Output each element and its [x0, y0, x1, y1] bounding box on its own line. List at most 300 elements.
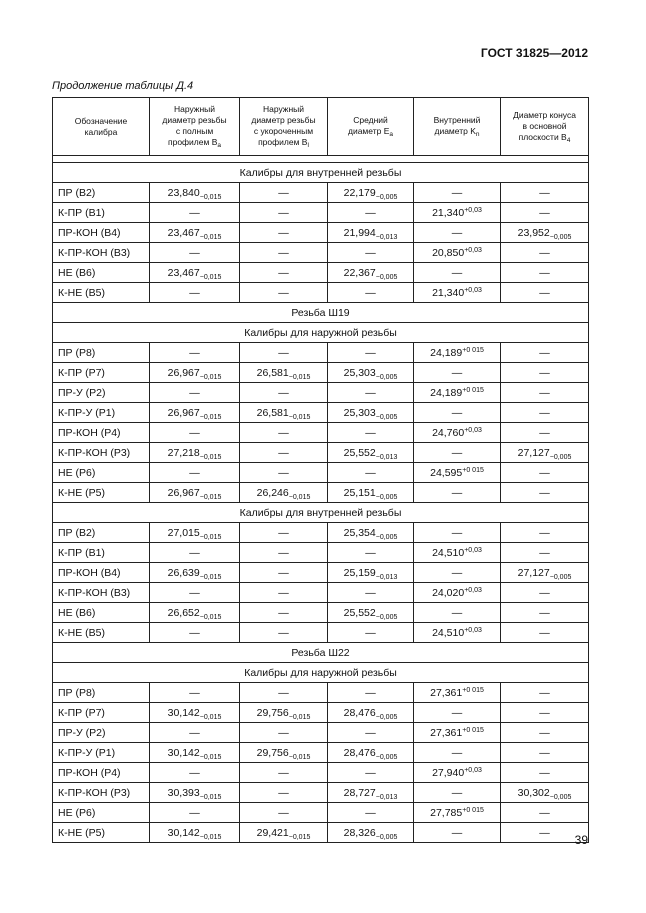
column-header: [414, 98, 501, 156]
nominal-value: 27,127: [517, 446, 550, 459]
dimension-value: [150, 183, 240, 203]
nominal-value: 25,552: [343, 606, 376, 619]
nominal-value: 28,476: [343, 706, 376, 719]
column-header-subscript: 4: [566, 136, 571, 144]
lower-tolerance: −0,013: [375, 233, 398, 241]
table-row: [53, 803, 589, 823]
lower-tolerance: −0,005: [549, 233, 572, 241]
lower-tolerance: −0,015: [199, 413, 222, 421]
gauge-designation: НЕ (Р6): [53, 803, 150, 823]
lower-tolerance: −0,013: [375, 453, 398, 461]
gauge-designation: К-ПР (В1): [53, 203, 150, 223]
dimension-value: [150, 823, 240, 843]
table-row: [53, 703, 589, 723]
empty-value-dash: —: [501, 403, 589, 423]
table-row: [53, 243, 589, 263]
nominal-value: 22,179: [343, 186, 376, 199]
nominal-value: 24,020: [432, 586, 465, 599]
gauge-designation: К-ПР-КОН (Р3): [53, 783, 150, 803]
dimension-value: [150, 263, 240, 283]
dimension-value: [501, 443, 589, 463]
empty-value-dash: —: [328, 723, 414, 743]
header-row: [53, 98, 589, 156]
gauge-designation: К-ПР (В1): [53, 543, 150, 563]
column-header-line: диаметр E: [347, 126, 390, 136]
empty-value-dash: —: [501, 423, 589, 443]
empty-value-dash: —: [150, 423, 240, 443]
section-heading: Резьба Ш19: [53, 303, 589, 323]
dimension-value: [414, 543, 501, 563]
lower-tolerance: −0,015: [199, 493, 222, 501]
empty-value-dash: —: [240, 203, 328, 223]
upper-tolerance: +0 015: [462, 726, 484, 734]
table-row: [53, 823, 589, 843]
empty-value-dash: —: [240, 263, 328, 283]
empty-value-dash: —: [328, 623, 414, 643]
empty-value-dash: —: [501, 623, 589, 643]
section-row: [53, 503, 589, 523]
upper-tolerance: +0,03: [464, 426, 482, 434]
column-header-subscript: a: [389, 131, 393, 138]
lower-tolerance: −0,013: [375, 793, 398, 801]
empty-value-dash: —: [150, 583, 240, 603]
dimension-value: [501, 783, 589, 803]
lower-tolerance: −0,015: [199, 713, 222, 721]
dimension-value: [150, 603, 240, 623]
lower-tolerance: −0,005: [375, 193, 398, 201]
section-row: [53, 163, 589, 183]
dimension-value: [328, 403, 414, 423]
nominal-value: 24,595: [430, 466, 463, 479]
column-header: [328, 98, 414, 156]
lower-tolerance: −0,005: [375, 533, 398, 541]
empty-value-dash: —: [414, 403, 501, 423]
empty-value-dash: —: [414, 703, 501, 723]
column-header-line: с укороченным: [253, 126, 314, 136]
gauge-designation: ПР (В2): [53, 523, 150, 543]
empty-value-dash: —: [150, 683, 240, 703]
lower-tolerance: −0,015: [199, 233, 222, 241]
dimension-value: [150, 703, 240, 723]
empty-value-dash: —: [240, 603, 328, 623]
empty-value-dash: —: [501, 183, 589, 203]
column-header-subscript: l: [307, 142, 309, 149]
empty-value-dash: —: [150, 463, 240, 483]
gauge-designation: К-НЕ (Р5): [53, 823, 150, 843]
empty-value-dash: —: [240, 763, 328, 783]
dimension-value: [414, 343, 501, 363]
empty-value-dash: —: [501, 683, 589, 703]
dimension-value: [328, 363, 414, 383]
page-number: 39: [574, 833, 588, 847]
table-row: [53, 203, 589, 223]
section-row: [53, 323, 589, 343]
gauge-designation: К-НЕ (В5): [53, 623, 150, 643]
nominal-value: 26,639: [167, 566, 200, 579]
dimension-value: [150, 563, 240, 583]
lower-tolerance: −0,005: [375, 373, 398, 381]
lower-tolerance: −0,013: [375, 573, 398, 581]
empty-value-dash: —: [328, 423, 414, 443]
upper-tolerance: +0,03: [464, 246, 482, 254]
empty-value-dash: —: [414, 823, 501, 843]
nominal-value: 27,015: [167, 526, 200, 539]
empty-value-dash: —: [240, 423, 328, 443]
dimension-value: [328, 443, 414, 463]
nominal-value: 20,850: [432, 246, 465, 259]
section-heading: Калибры для наружной резьбы: [53, 663, 589, 683]
lower-tolerance: −0,015: [199, 273, 222, 281]
empty-value-dash: —: [240, 463, 328, 483]
empty-value-dash: —: [240, 543, 328, 563]
empty-value-dash: —: [240, 283, 328, 303]
empty-value-dash: —: [501, 823, 589, 843]
nominal-value: 25,552: [343, 446, 376, 459]
lower-tolerance: −0,005: [375, 713, 398, 721]
empty-value-dash: —: [414, 483, 501, 503]
table-row: [53, 283, 589, 303]
empty-value-dash: —: [501, 263, 589, 283]
empty-value-dash: —: [240, 183, 328, 203]
empty-value-dash: —: [240, 563, 328, 583]
dimension-value: [414, 283, 501, 303]
column-header-line: Диаметр конуса: [513, 109, 576, 120]
empty-value-dash: —: [240, 443, 328, 463]
nominal-value: 29,421: [256, 826, 289, 839]
nominal-value: 29,756: [256, 706, 289, 719]
section-heading: Калибры для внутренней резьбы: [53, 163, 589, 183]
lower-tolerance: −0,015: [199, 533, 222, 541]
dimension-value: [328, 703, 414, 723]
empty-value-dash: —: [328, 343, 414, 363]
nominal-value: 28,326: [343, 826, 376, 839]
lower-tolerance: −0,015: [199, 753, 222, 761]
dimension-value: [328, 483, 414, 503]
table-row: [53, 603, 589, 623]
empty-value-dash: —: [414, 743, 501, 763]
upper-tolerance: +0,03: [464, 206, 482, 214]
empty-value-dash: —: [240, 223, 328, 243]
empty-value-dash: —: [150, 803, 240, 823]
dimension-value: [501, 223, 589, 243]
nominal-value: 24,189: [430, 346, 463, 359]
column-header: [501, 98, 589, 156]
upper-tolerance: +0 015: [462, 806, 484, 814]
lower-tolerance: −0,015: [199, 373, 222, 381]
column-header-line: плоскости B: [518, 131, 567, 142]
empty-value-dash: —: [150, 763, 240, 783]
nominal-value: 27,127: [517, 566, 550, 579]
gauge-designation: К-ПР-КОН (Р3): [53, 443, 150, 463]
dimension-value: [414, 463, 501, 483]
dimension-value: [328, 183, 414, 203]
gauge-designation: К-ПР (Р7): [53, 363, 150, 383]
empty-value-dash: —: [240, 523, 328, 543]
empty-value-dash: —: [150, 623, 240, 643]
nominal-value: 27,361: [430, 726, 463, 739]
dimension-value: [150, 783, 240, 803]
dimension-value: [328, 563, 414, 583]
dimension-value: [150, 523, 240, 543]
nominal-value: 26,967: [167, 486, 200, 499]
nominal-value: 25,159: [343, 566, 376, 579]
dimension-value: [240, 703, 328, 723]
dimension-value: [328, 743, 414, 763]
column-header-subscript: n: [475, 131, 480, 138]
gauge-designation: НЕ (В6): [53, 603, 150, 623]
empty-value-dash: —: [501, 703, 589, 723]
empty-value-dash: —: [328, 243, 414, 263]
lower-tolerance: −0,005: [549, 453, 572, 461]
column-header-line: профилем B: [168, 137, 218, 147]
nominal-value: 23,467: [167, 226, 200, 239]
dimension-value: [501, 563, 589, 583]
lower-tolerance: −0,015: [288, 373, 311, 381]
upper-tolerance: +0,03: [464, 626, 482, 634]
empty-value-dash: —: [501, 583, 589, 603]
column-header-line: Средний: [353, 115, 388, 125]
dimension-value: [414, 683, 501, 703]
column-header-line: Обозначение: [74, 115, 128, 126]
column-header-line: диаметр резьбы: [251, 115, 316, 125]
upper-tolerance: +0 015: [462, 386, 484, 394]
empty-value-dash: —: [501, 203, 589, 223]
nominal-value: 28,727: [343, 786, 376, 799]
gauge-designation: ПР-У (Р2): [53, 383, 150, 403]
table-row: [53, 383, 589, 403]
nominal-value: 28,476: [343, 746, 376, 759]
empty-value-dash: —: [501, 243, 589, 263]
dimension-value: [414, 203, 501, 223]
gauge-designation: ПР-У (Р2): [53, 723, 150, 743]
nominal-value: 21,340: [432, 206, 465, 219]
gauge-designation: ПР (Р8): [53, 343, 150, 363]
empty-value-dash: —: [240, 623, 328, 643]
lower-tolerance: −0,005: [375, 413, 398, 421]
nominal-value: 30,142: [167, 826, 200, 839]
empty-value-dash: —: [328, 383, 414, 403]
nominal-value: 30,393: [167, 786, 200, 799]
table-row: [53, 683, 589, 703]
upper-tolerance: +0 015: [462, 466, 484, 474]
dimension-value: [328, 263, 414, 283]
empty-value-dash: —: [328, 283, 414, 303]
gauge-designation: НЕ (В6): [53, 263, 150, 283]
dimension-value: [328, 603, 414, 623]
section-row: [53, 303, 589, 323]
dimension-value: [150, 443, 240, 463]
table-body: [53, 156, 589, 843]
empty-value-dash: —: [501, 383, 589, 403]
gap-cell: [53, 156, 589, 163]
gauge-designation: ПР-КОН (Р4): [53, 763, 150, 783]
gauge-designation: К-ПР-У (Р1): [53, 403, 150, 423]
dimension-value: [414, 803, 501, 823]
table-row: [53, 263, 589, 283]
gauge-designation: ПР-КОН (В4): [53, 223, 150, 243]
table-row: [53, 423, 589, 443]
nominal-value: 24,510: [432, 626, 465, 639]
lower-tolerance: −0,015: [288, 833, 311, 841]
column-header-line: с полным: [175, 126, 214, 136]
empty-value-dash: —: [150, 243, 240, 263]
empty-value-dash: —: [414, 223, 501, 243]
nominal-value: 25,303: [343, 366, 376, 379]
header-gap-row: [53, 156, 589, 163]
table-row: [53, 763, 589, 783]
nominal-value: 26,967: [167, 406, 200, 419]
empty-value-dash: —: [150, 203, 240, 223]
empty-value-dash: —: [150, 723, 240, 743]
dimension-value: [414, 583, 501, 603]
column-header-line: Наружный: [262, 104, 305, 114]
lower-tolerance: −0,015: [199, 613, 222, 621]
empty-value-dash: —: [240, 383, 328, 403]
nominal-value: 26,652: [167, 606, 200, 619]
empty-value-dash: —: [150, 283, 240, 303]
empty-value-dash: —: [328, 203, 414, 223]
table-row: [53, 543, 589, 563]
empty-value-dash: —: [501, 763, 589, 783]
empty-value-dash: —: [328, 803, 414, 823]
column-header-line: калибра: [84, 126, 118, 137]
dimension-value: [240, 363, 328, 383]
empty-value-dash: —: [501, 543, 589, 563]
empty-value-dash: —: [240, 803, 328, 823]
table-row: [53, 343, 589, 363]
dimension-value: [414, 383, 501, 403]
column-header: [53, 98, 150, 156]
table-row: [53, 743, 589, 763]
empty-value-dash: —: [501, 363, 589, 383]
section-row: [53, 663, 589, 683]
lower-tolerance: −0,015: [199, 193, 222, 201]
nominal-value: 27,785: [430, 806, 463, 819]
empty-value-dash: —: [328, 683, 414, 703]
empty-value-dash: —: [414, 443, 501, 463]
section-heading: Калибры для наружной резьбы: [53, 323, 589, 343]
table-row: [53, 483, 589, 503]
gauge-dimensions-table: [52, 97, 589, 843]
dimension-value: [150, 403, 240, 423]
empty-value-dash: —: [501, 603, 589, 623]
dimension-value: [240, 483, 328, 503]
empty-value-dash: —: [328, 463, 414, 483]
lower-tolerance: −0,005: [375, 493, 398, 501]
nominal-value: 23,467: [167, 266, 200, 279]
upper-tolerance: +0,03: [464, 546, 482, 554]
empty-value-dash: —: [414, 783, 501, 803]
empty-value-dash: —: [328, 583, 414, 603]
nominal-value: 29,756: [256, 746, 289, 759]
nominal-value: 24,189: [430, 386, 463, 399]
gauge-designation: К-ПР-У (Р1): [53, 743, 150, 763]
gauge-designation: ПР-КОН (В4): [53, 563, 150, 583]
gauge-designation: К-НЕ (В5): [53, 283, 150, 303]
empty-value-dash: —: [240, 783, 328, 803]
upper-tolerance: +0,03: [464, 286, 482, 294]
lower-tolerance: −0,015: [288, 713, 311, 721]
upper-tolerance: +0,03: [464, 766, 482, 774]
nominal-value: 25,151: [343, 486, 376, 499]
table-row: [53, 443, 589, 463]
dimension-value: [150, 223, 240, 243]
column-header: [240, 98, 328, 156]
dimension-value: [150, 743, 240, 763]
dimension-value: [414, 723, 501, 743]
lower-tolerance: −0,005: [375, 753, 398, 761]
empty-value-dash: —: [240, 343, 328, 363]
nominal-value: 25,354: [343, 526, 376, 539]
empty-value-dash: —: [150, 543, 240, 563]
table-row: [53, 623, 589, 643]
lower-tolerance: −0,005: [549, 573, 572, 581]
dimension-value: [328, 223, 414, 243]
dimension-value: [328, 523, 414, 543]
lower-tolerance: −0,015: [288, 413, 311, 421]
section-heading: Калибры для внутренней резьбы: [53, 503, 589, 523]
nominal-value: 21,340: [432, 286, 465, 299]
empty-value-dash: —: [328, 543, 414, 563]
empty-value-dash: —: [240, 683, 328, 703]
column-header-line: диаметр K: [434, 126, 476, 136]
dimension-value: [240, 823, 328, 843]
lower-tolerance: −0,015: [199, 833, 222, 841]
table-row: [53, 363, 589, 383]
column-header-line: в основной: [522, 120, 567, 131]
lower-tolerance: −0,005: [549, 793, 572, 801]
table-head: [53, 98, 589, 156]
nominal-value: 23,952: [517, 226, 550, 239]
column-header-line: диаметр резьбы: [162, 115, 227, 125]
dimension-value: [414, 243, 501, 263]
table-row: [53, 463, 589, 483]
nominal-value: 26,967: [167, 366, 200, 379]
empty-value-dash: —: [240, 723, 328, 743]
gauge-designation: К-НЕ (Р5): [53, 483, 150, 503]
nominal-value: 24,760: [432, 426, 465, 439]
table-row: [53, 583, 589, 603]
empty-value-dash: —: [501, 523, 589, 543]
lower-tolerance: −0,005: [375, 273, 398, 281]
empty-value-dash: —: [414, 363, 501, 383]
nominal-value: 27,218: [167, 446, 200, 459]
nominal-value: 26,246: [256, 486, 289, 499]
nominal-value: 30,142: [167, 706, 200, 719]
dimension-value: [414, 763, 501, 783]
gauge-designation: К-ПР (Р7): [53, 703, 150, 723]
empty-value-dash: —: [501, 803, 589, 823]
upper-tolerance: +0 015: [462, 346, 484, 354]
table-row: [53, 783, 589, 803]
lower-tolerance: −0,015: [288, 493, 311, 501]
nominal-value: 22,367: [343, 266, 376, 279]
empty-value-dash: —: [501, 463, 589, 483]
empty-value-dash: —: [501, 343, 589, 363]
gauge-designation: НЕ (Р6): [53, 463, 150, 483]
nominal-value: 26,581: [256, 406, 289, 419]
gauge-designation: ПР (В2): [53, 183, 150, 203]
table-caption: Продолжение таблицы Д.4: [52, 80, 194, 92]
nominal-value: 21,994: [343, 226, 376, 239]
upper-tolerance: +0 015: [462, 686, 484, 694]
dimension-value: [150, 363, 240, 383]
nominal-value: 26,581: [256, 366, 289, 379]
table-row: [53, 523, 589, 543]
lower-tolerance: −0,005: [375, 833, 398, 841]
table-row: [53, 183, 589, 203]
empty-value-dash: —: [414, 183, 501, 203]
